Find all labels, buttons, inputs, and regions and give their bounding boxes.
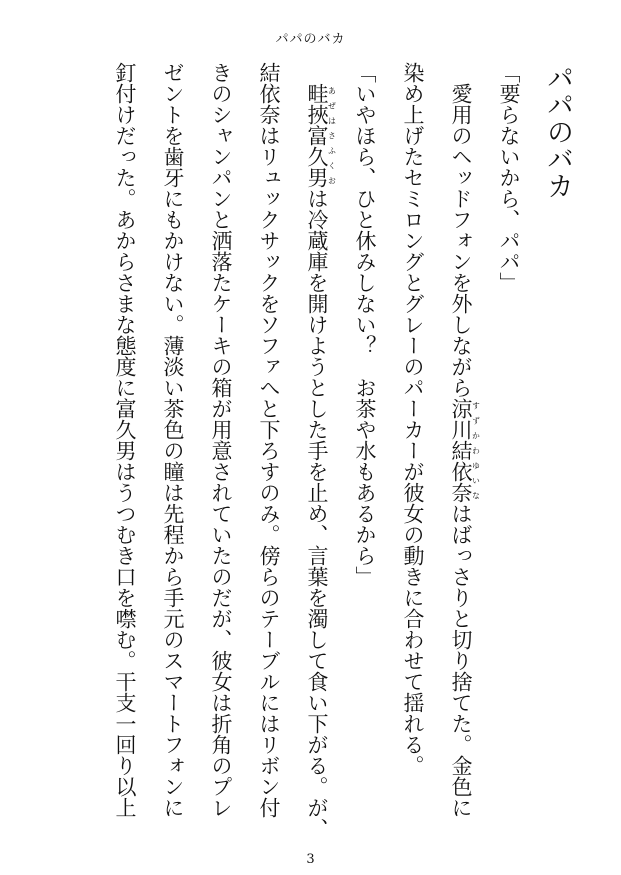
ruby-fukuo — [305, 83, 337, 188]
chapter-title: パパのバカ — [542, 64, 573, 199]
running-title: パパのバカ — [275, 32, 346, 47]
text-line-8: ゼントを歯牙にもかけない。薄淡い茶色の瞳は先程から手元のスマートフォンに — [161, 62, 185, 818]
text-line-2-end: はばっさりと切り捨てた。金色に — [449, 503, 473, 818]
text-line-5-end: は冷蔵庫を開けようとした手を止め、言葉を濁して食い下がる。が、 — [305, 188, 329, 839]
text-line-6: 結依奈はリュックサックをソファへと下ろすのみ。傍らのテーブルにはリボン付 — [257, 62, 281, 818]
text-line-1: 「要らないから、パパ」 — [497, 62, 521, 293]
text-line-2-start: 愛用のヘッドフォンを外しながら — [449, 83, 473, 398]
vertical-text-body — [101, 62, 581, 839]
text-line-9: 釘付けだった。あからさまな態度に富久男はうつむき口を噤む。干支一回り以上 — [113, 62, 137, 818]
ruby-yuina-reading: すずかわゆいな — [471, 398, 481, 503]
text-line-2 — [437, 62, 485, 822]
text-line-7: きのシャンパンと洒落たケーキの箱が用意されていたのだが、彼女は折角のプレ — [209, 62, 233, 818]
running-header — [0, 28, 621, 47]
text-line-4: 「いやほら、ひと休みしない？ お茶や水もあるから」 — [353, 62, 377, 587]
ruby-yuina-base: 涼川結依奈 — [449, 398, 473, 503]
ruby-fukuo-base: 畦挾富久男 — [305, 83, 329, 188]
text-line-3: 染め上げたセミロングとグレーのパーカーが彼女の動きに合わせて揺れる。 — [401, 62, 425, 776]
text-line-5 — [293, 62, 341, 839]
ruby-fukuo-reading: あぜはさふくお — [327, 83, 337, 188]
page-number: 3 — [306, 852, 315, 867]
ruby-yuina — [449, 398, 481, 503]
